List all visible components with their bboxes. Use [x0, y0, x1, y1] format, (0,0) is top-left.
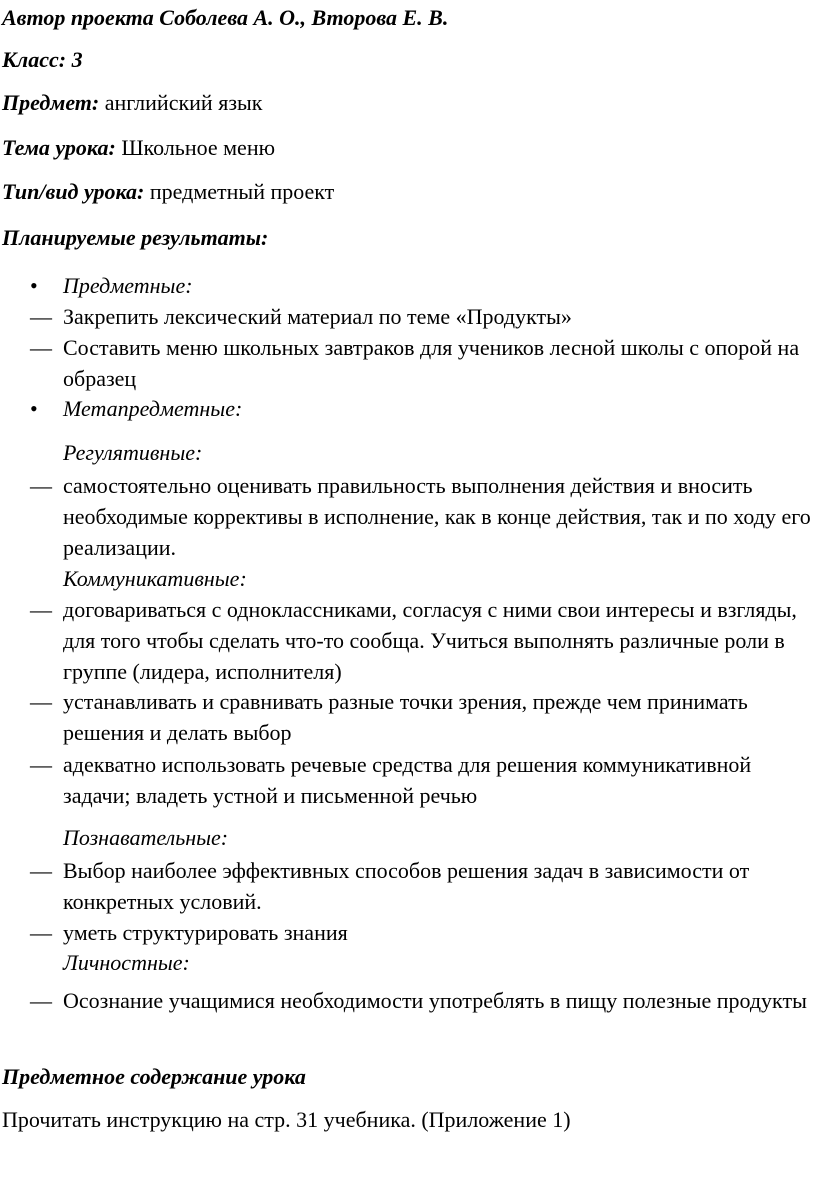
- lesson-content-text: Прочитать инструкцию на стр. 31 учебника. (Приложение 1): [2, 1107, 571, 1132]
- subject-label: Предмет:: [2, 90, 100, 115]
- bullet-icon: •: [30, 273, 38, 298]
- list-item-text: Осознание учащимися необходимости употреблять в пищу полезные продукты: [63, 988, 807, 1013]
- regulatory-label: Регулятивные:: [63, 440, 203, 465]
- subject-line: [2, 87, 262, 118]
- dash-icon: —: [30, 920, 52, 945]
- list-item-text: Составить меню школьных завтраков для учеников лесной школы с опорой на образец: [63, 335, 800, 391]
- metasubject-bullet: [30, 393, 242, 424]
- dash-icon: —: [30, 597, 52, 622]
- list-item: [30, 686, 814, 748]
- class-line: [2, 44, 83, 75]
- list-item: [30, 301, 814, 332]
- dash-icon: —: [30, 988, 52, 1013]
- subject-value: английский язык: [99, 90, 263, 115]
- topic-label: Тема урока:: [2, 135, 116, 160]
- list-item-text: уметь структурировать знания: [63, 920, 348, 945]
- dash-icon: —: [30, 304, 52, 329]
- dash-icon: —: [30, 752, 52, 777]
- cognitive-label: Познавательные:: [63, 825, 229, 850]
- list-item: [30, 985, 814, 1016]
- topic-value: Школьное меню: [115, 135, 276, 160]
- author-label: Автор проекта Соболева А. О., Второва Е. В.: [2, 5, 449, 30]
- subject-results-label: Предметные:: [63, 273, 193, 298]
- list-item-text: Выбор наиболее эффективных способов решения задач в зависимости от конкретных условий.: [63, 858, 750, 914]
- list-item-text: Закрепить лексический материал по теме «Продукты»: [63, 304, 572, 329]
- list-item-text: договариваться с одноклассниками, согласуя с ними свои интересы и взгляды, для того чтобы сделать что-то сообща. Учиться выполнять различные роли в группе (лидера, исполнителя): [63, 597, 797, 684]
- list-item: [30, 917, 814, 948]
- list-item: [30, 855, 814, 917]
- list-item: [30, 594, 814, 687]
- list-item-text: устанавливать и сравнивать разные точки зрения, прежде чем принимать решения и делать выбор: [63, 689, 748, 745]
- lesson-type-value: предметный проект: [144, 179, 335, 204]
- communicative-label: Коммуникативные:: [63, 566, 247, 591]
- list-item-text: самостоятельно оценивать правильность выполнения действия и вносить необходимые коррективы в исполнение, как в конце действия, так и по ходу его реализации.: [63, 473, 811, 560]
- metasubject-label: Метапредметные:: [63, 396, 243, 421]
- list-item: [30, 470, 814, 563]
- dash-icon: —: [30, 473, 52, 498]
- topic-line: [2, 132, 275, 163]
- dash-icon: —: [30, 335, 52, 360]
- lesson-content-heading: Предметное содержание урока: [2, 1064, 306, 1089]
- bullet-icon: •: [30, 396, 38, 421]
- class-label: Класс: 3: [2, 47, 83, 72]
- lesson-type-label: Тип/вид урока:: [2, 179, 145, 204]
- dash-icon: —: [30, 689, 52, 714]
- list-item: [30, 749, 814, 811]
- dash-icon: —: [30, 858, 52, 883]
- planned-results-heading: Планируемые результаты:: [2, 225, 269, 250]
- list-item-text: адекватно использовать речевые средства для решения коммуникативной задачи; владеть устной и письменной речью: [63, 752, 752, 808]
- list-item: [30, 332, 814, 394]
- lesson-type-line: [2, 176, 334, 207]
- personal-label: Личностные:: [63, 950, 190, 975]
- subject-results-bullet: [30, 270, 193, 301]
- author-line: [2, 2, 448, 33]
